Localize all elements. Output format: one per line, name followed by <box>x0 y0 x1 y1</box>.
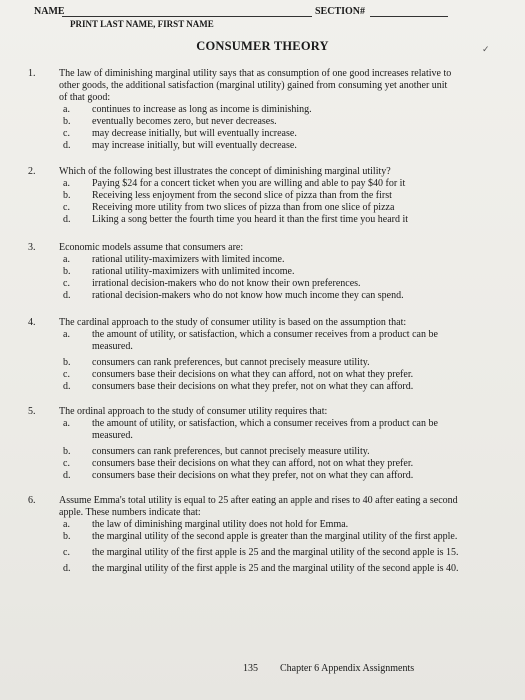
option-d: d. rational decision-makers who do not know how much income they can spend. <box>63 290 404 301</box>
option-d: d. Liking a song better the fourth time you heard it than the first time you heard it <box>63 214 409 225</box>
check-mark: ✓ <box>482 44 490 54</box>
option-a: a. rational utility-maximizers with limited income. <box>63 254 285 265</box>
option-b: b. rational utility-maximizers with unlimited income. <box>63 266 295 277</box>
print-name-label: PRINT LAST NAME, FIRST NAME <box>70 19 214 29</box>
question-stem: The ordinal approach to the study of consumer utility requires that: a. the amount of utility, or satisfaction, which a consumer receives from a product can be measured. b. consumers can rank preferences, but cannot precisely measure utility. c. consumers base their decisions on what they can afford, not on what they prefer. d. consumers base their decisions on what they prefer, not on what they can afford. <box>59 406 461 482</box>
option-c: c. irrational decision-makers who do not know their own preferences. <box>63 278 361 289</box>
option-d: d. consumers base their decisions on what they prefer, not on what they can afford. <box>63 381 414 392</box>
option-a: a. the law of diminishing marginal utility does not hold for Emma. <box>63 519 349 530</box>
option-a: a. Paying $24 for a concert ticket when you are willing and able to pay $40 for it <box>63 178 406 189</box>
page-number: 135 <box>243 663 258 674</box>
option-d: d. consumers base their decisions on what they prefer, not on what they can afford. <box>63 470 414 481</box>
section-line <box>370 16 448 17</box>
option-b: b. consumers can rank preferences, but cannot precisely measure utility. <box>63 357 370 368</box>
option-a: a. the amount of utility, or satisfaction, which a consumer receives from a product can be measured. <box>63 329 438 352</box>
question-number: 2. <box>28 166 36 177</box>
question-number: 1. <box>28 68 36 79</box>
option-d: d. the marginal utility of the first apple is 25 and the marginal utility of the second apple is 40. <box>63 563 459 574</box>
option-b: b. the marginal utility of the second apple is greater than the marginal utility of the first apple. <box>63 531 458 542</box>
option-b: b. consumers can rank preferences, but cannot precisely measure utility. <box>63 446 370 457</box>
question-stem: Economic models assume that consumers are: a. rational utility-maximizers with limited income. b. rational utility-maximizers with unlimited income. c. irrational decision-makers who do not know their own preferences. d. rational decision-makers who do not know how much income they can spend. <box>59 242 454 302</box>
chapter-label: Chapter 6 Appendix Assignments <box>280 663 415 674</box>
option-b: b. eventually becomes zero, but never decreases. <box>63 116 277 127</box>
section-label: SECTION# <box>315 6 366 17</box>
question-stem: The cardinal approach to the study of consumer utility is based on the assumption that: a. the amount of utility, or satisfaction, which a consumer receives from a product can be measured. b. consumers can rank preferences, but cannot precisely measure utility. c. consumers base their decisions on what they can afford, not on what they prefer. d. consumers base their decisions on what they prefer, not on what they can afford. <box>59 317 461 393</box>
option-c: c. may decrease initially, but will eventually increase. <box>63 128 297 139</box>
option-d: d. may increase initially, but will eventually decrease. <box>63 140 297 151</box>
question-stem: Which of the following best illustrates the concept of diminishing marginal utility? a. Paying $24 for a concert ticket when you are willing and able to pay $40 for it b. Receiving less enjoyment from the second slice of pizza than from the first c. Receiving more utility from two slices of pizza than from one slice of pizza d. Liking a song better the fourth time you heard it than the first time you heard it <box>59 166 459 226</box>
option-c: c. Receiving more utility from two slices of pizza than from one slice of pizza <box>63 202 395 213</box>
option-c: c. consumers base their decisions on what they can afford, not on what they prefer. <box>63 458 414 469</box>
question-stem: The law of diminishing marginal utility says that as consumption of one good increases relative to other goods, the additional satisfaction (marginal utility) gained from consuming yet another unit of that good: a. continues to increase as long as income is diminishing. b. eventually becomes zero, but never decreases. c. may decrease initially, but will eventually increase. d. may increase initially, but will eventually decrease. <box>59 68 454 152</box>
option-b: b. Receiving less enjoyment from the second slice of pizza than from the first <box>63 190 392 201</box>
question-stem: Assume Emma's total utility is equal to 25 after eating an apple and rises to 40 after eating a second apple. These numbers indicate that: a. the law of diminishing marginal utility does not hold for Emma. b. the marginal utility of the second apple is greater than the marginal utility of the first apple. c. the marginal utility of the first apple is 25 and the marginal utility of the second apple is 15. d. the marginal utility of the first apple is 25 and the marginal utility of the second apple is 40. <box>59 495 459 574</box>
question-number: 6. <box>28 495 36 506</box>
name-line <box>62 16 312 17</box>
question-number: 5. <box>28 406 36 417</box>
option-a: a. the amount of utility, or satisfaction, which a consumer receives from a product can be measured. <box>63 418 438 441</box>
page-title: CONSUMER THEORY <box>196 39 329 53</box>
option-c: c. consumers base their decisions on what they can afford, not on what they prefer. <box>63 369 414 380</box>
question-number: 3. <box>28 242 36 253</box>
name-label: NAME <box>34 6 65 17</box>
question-number: 4. <box>28 317 36 328</box>
option-c: c. the marginal utility of the first apple is 25 and the marginal utility of the second apple is 15. <box>63 547 459 558</box>
option-a: a. continues to increase as long as income is diminishing. <box>63 104 312 115</box>
